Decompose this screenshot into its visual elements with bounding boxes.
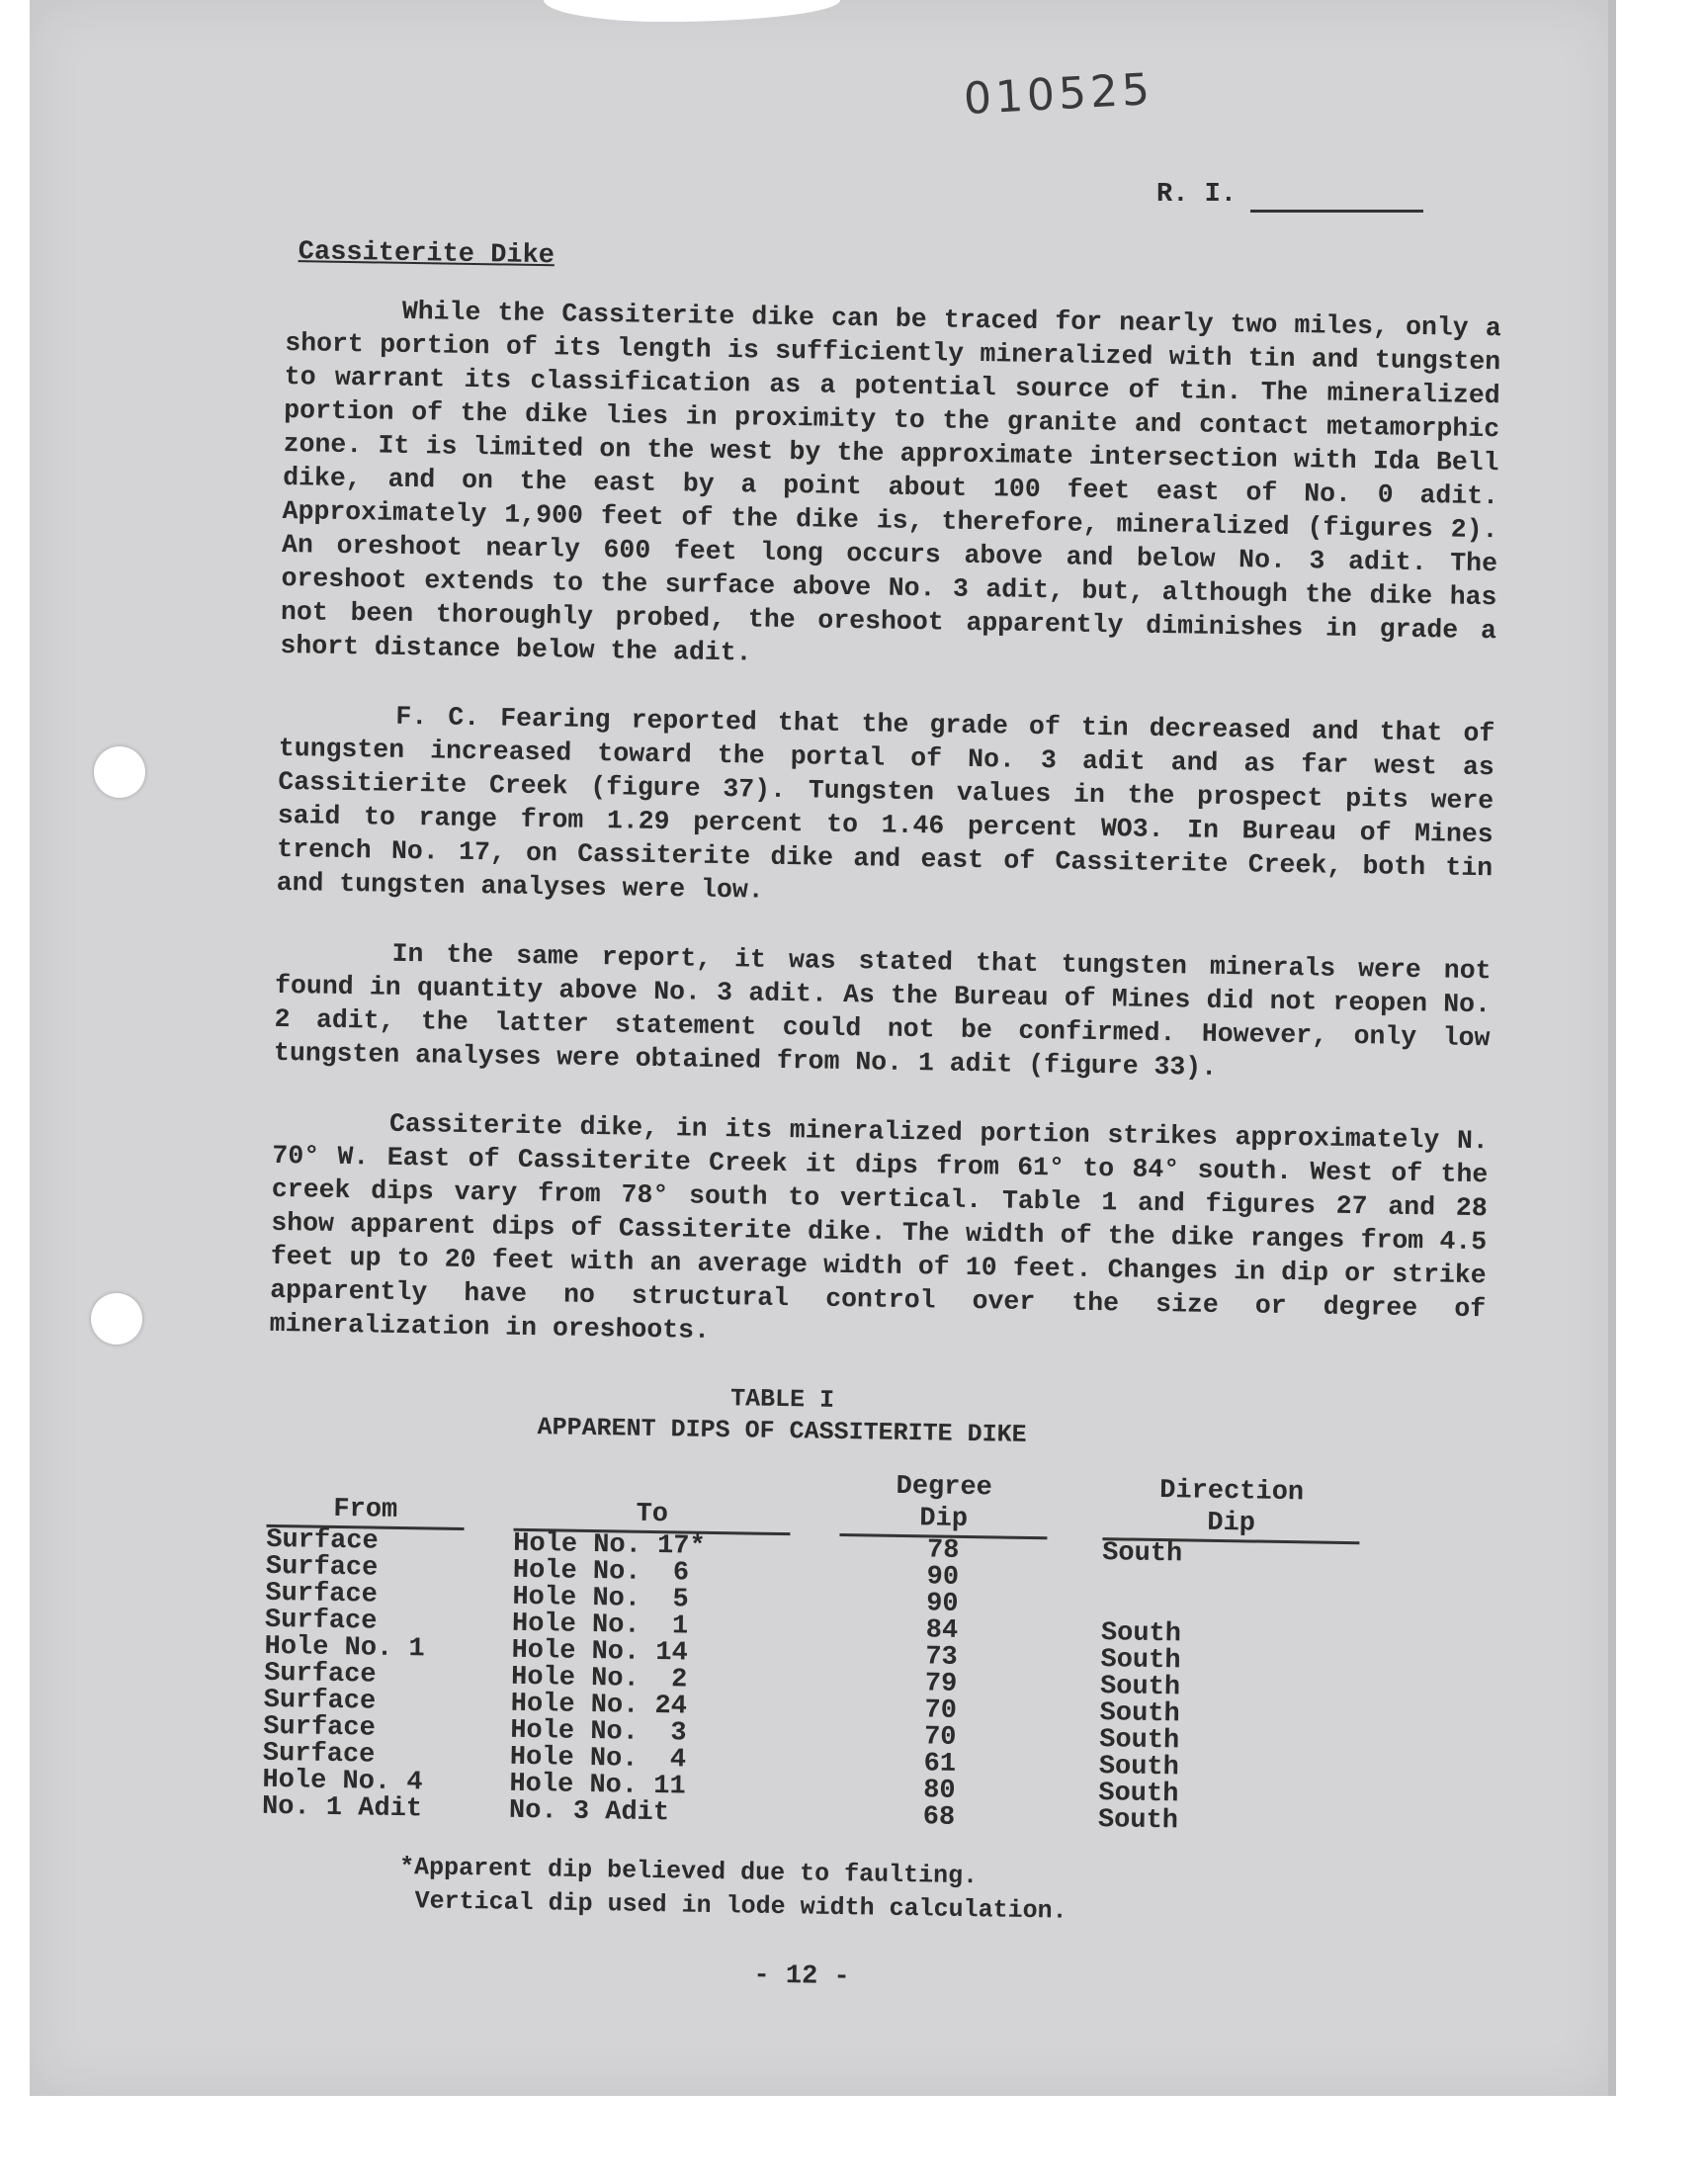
cell-to: Hole No. 4 — [509, 1742, 687, 1776]
paragraph-2-text: F. C. Fearing reported that the grade of tin decreased and that of tungsten increased toward the portal of No. 3 adit and as far west as Cassitierite Creek (figure 37). Tungsten values in the prospect pits were said to range from 1.29 percent to 1.46 percent WO3. In Bureau of Mines trench No. 17, on Cassiterite dike and east of Cassiterite Creek, both tin and tungsten analyses were low. — [276, 701, 1495, 906]
cell-to: Hole No. 5 — [512, 1582, 689, 1615]
paragraph-3 — [274, 935, 1492, 1088]
paragraph-2 — [276, 698, 1494, 918]
cell-degree-dip: 90 — [926, 1562, 960, 1593]
cell-direction-dip: South — [1101, 1538, 1183, 1570]
ri-label: R. I. — [1156, 180, 1238, 210]
cell-degree-dip: 68 — [922, 1802, 956, 1833]
ri-blank-line — [1250, 210, 1423, 213]
table-title-block — [288, 1376, 1277, 1455]
cell-from: Hole No. 4 — [262, 1765, 423, 1798]
cell-to: Hole No. 1 — [511, 1609, 689, 1642]
punch-hole-bottom — [91, 1293, 142, 1345]
cell-from: Surface — [263, 1685, 377, 1717]
paragraph-1 — [280, 293, 1501, 681]
paragraph-4 — [269, 1105, 1489, 1359]
cell-degree-dip: 80 — [922, 1776, 956, 1806]
cell-degree-dip: 73 — [925, 1642, 958, 1673]
cell-degree-dip: 90 — [925, 1589, 959, 1619]
cell-to: Hole No. 11 — [509, 1769, 686, 1802]
cell-to: No. 3 Adit — [508, 1795, 670, 1829]
cell-from: Surface — [264, 1605, 378, 1637]
cell-degree-dip: 84 — [925, 1615, 959, 1646]
page-number: - 12 - — [753, 1960, 850, 1993]
cell-direction-dip: South — [1097, 1805, 1179, 1837]
cell-direction-dip: South — [1098, 1779, 1179, 1810]
cell-direction-dip: South — [1099, 1672, 1181, 1703]
cell-from: Surface — [265, 1551, 379, 1584]
cell-direction-dip: South — [1100, 1645, 1181, 1677]
cell-direction-dip: South — [1098, 1752, 1180, 1784]
header-to: To — [503, 1465, 820, 1536]
cell-to: Hole No. 3 — [510, 1715, 687, 1749]
header-degree-dip: Degree Dip — [819, 1470, 1068, 1540]
cell-from: Surface — [266, 1524, 379, 1557]
table-title: TABLE I — [729, 1384, 835, 1415]
document-number: 010525 — [962, 64, 1155, 125]
paragraph-1-text: While the Cassiterite dike can be traced for nearly two miles, only a short portion of its length is sufficiently mineralized with tin and tungsten to warrant its classification as a potential source of tin. The mineralized portion of the dike lies in proximity to the granite and contact metamorphic zone. It is limited on the west by the approximate intersection with Ida Bell dike, and on the east by a point about 100 feet east of No. 0 adit. Approximately 1,900 feet of the dike is, therefore, mineralized (figures 2). An oreshoot nearly 600 feet long occurs above and below No. 3 adit. The oreshoot extends to the surface above No. 3 adit, but, although the dike has not been thoroughly probed, the oreshoot apparently diminishes in grade a short distance below the adit. — [280, 296, 1501, 668]
cell-from: Surface — [265, 1578, 379, 1610]
footnote-line-2: Vertical dip used in lode width calculation. — [414, 1886, 1068, 1926]
page-edge — [1608, 0, 1616, 2096]
table-body — [261, 1524, 1360, 1838]
cell-to: Hole No. 17* — [513, 1528, 706, 1562]
section-heading: Cassiterite Dike — [298, 237, 555, 272]
cell-degree-dip: 70 — [923, 1722, 957, 1753]
cell-to: Hole No. 14 — [511, 1635, 689, 1669]
header-direction-dip: Direction Dip — [1067, 1474, 1360, 1545]
page-content — [259, 237, 1502, 2002]
cell-from: Surface — [262, 1738, 376, 1771]
cell-from: Surface — [263, 1658, 377, 1691]
footnote-line-1: *Apparent dip believed due to faulting. — [398, 1852, 979, 1891]
cell-direction-dip: South — [1100, 1618, 1182, 1650]
cell-to: Hole No. 6 — [512, 1555, 690, 1589]
cell-from: No. 1 Adit — [261, 1791, 423, 1825]
apparent-dips-table — [262, 1461, 1361, 1838]
punch-hole-top — [94, 746, 145, 798]
cell-from: Hole No. 1 — [264, 1631, 425, 1665]
header-from: From — [267, 1461, 505, 1531]
table-subtitle: APPARENT DIPS OF CASSITERITE DIKE — [537, 1413, 1027, 1449]
torn-top-edge — [544, 0, 840, 22]
cell-degree-dip: 70 — [924, 1696, 958, 1726]
table-footnote — [398, 1851, 1477, 1935]
cell-direction-dip: South — [1098, 1725, 1180, 1757]
cell-to: Hole No. 2 — [510, 1662, 688, 1696]
cell-degree-dip: 79 — [924, 1669, 958, 1699]
cell-from: Surface — [263, 1711, 376, 1744]
paragraph-3-text: In the same report, it was stated that tungsten minerals were not found in quantity above No. 3 adit. As the Bureau of Mines did not reopen No. 2 adit, the latter statement could not be confirmed. However, only low tungsten analyses were obtained from No. 1 adit (figure 33). — [273, 938, 1492, 1083]
cell-direction-dip: South — [1099, 1698, 1180, 1730]
cell-to: Hole No. 24 — [510, 1689, 688, 1722]
paragraph-4-text: Cassiterite dike, in its mineralized portion strikes approximately N. 70° W. East of Cassiterite Creek it dips from 61° to 84° south. West of the creek dips vary from 78° south to vertical. Table 1 and figures 27 and 28 show apparent dips of Cassiterite dike. The width of the dike ranges from 4.5 feet up to 20 feet with an average width of 10 feet. Changes in dip or strike apparently have no structural control over the size or degree of mineralization in oreshoots. — [269, 1108, 1490, 1346]
cell-degree-dip: 78 — [926, 1535, 960, 1566]
cell-degree-dip: 61 — [923, 1749, 957, 1780]
